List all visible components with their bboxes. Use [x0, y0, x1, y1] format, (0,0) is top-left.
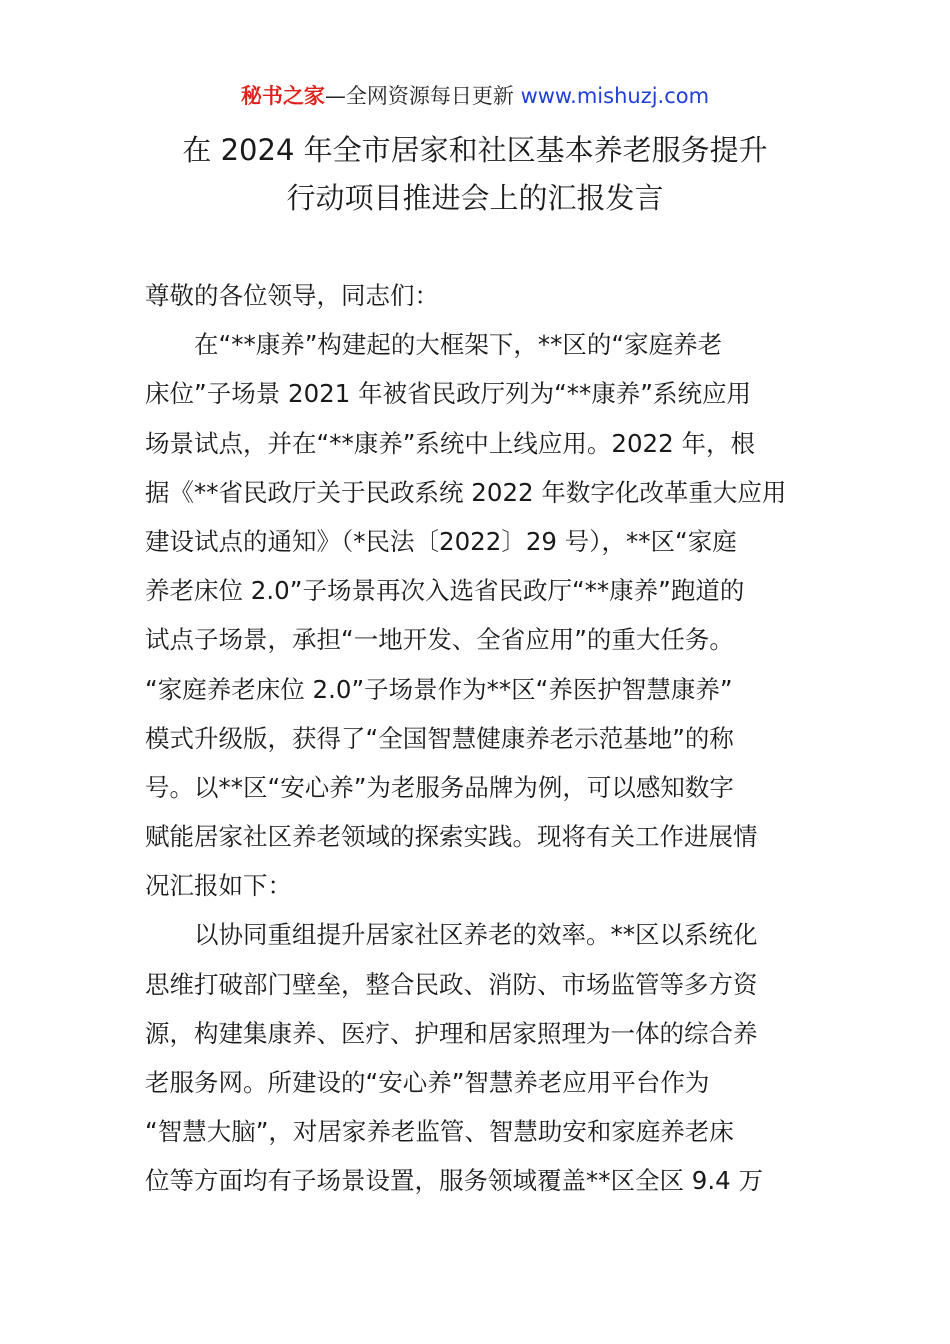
- body-line: “家庭养老床位 2.0”子场景作为**区“养医护智慧康养”: [145, 674, 733, 704]
- body-line: 老服务网。所建设的“安心养”智慧养老应用平台作为: [145, 1068, 710, 1097]
- salutation-line: 尊敬的各位领导，同志们：: [145, 281, 439, 310]
- body-line: 场景试点，并在“**康养”系统中上线应用。2022 年，根: [145, 428, 756, 458]
- body-line: 位等方面均有子场景设置，服务领域覆盖**区全区 9.4 万: [145, 1166, 764, 1196]
- brand-name: 秘书之家: [240, 84, 325, 108]
- body-line: “智慧大脑”，对居家养老监管、智慧助安和家庭养老床: [145, 1117, 734, 1147]
- body-line: 床位”子场景 2021 年被省民政厅列为“**康养”系统应用: [145, 379, 752, 409]
- header-tagline: —全网资源每日更新: [324, 84, 521, 108]
- title-line-2: 行动项目推进会上的汇报发言: [286, 181, 664, 215]
- title-line-1: 在 2024 年全市居家和社区基本养老服务提升: [182, 133, 768, 167]
- document-title: [0, 126, 950, 222]
- body-line: 据《**省民政厅关于民政系统 2022 年数字化改革重大应用: [145, 477, 787, 507]
- body-line: 号。以**区“安心养”为老服务品牌为例，可以感知数字: [145, 772, 734, 802]
- body-line: 思维打破部门壁垒，整合民政、消防、市场监管等多方资: [145, 969, 758, 999]
- body-line: 以协同重组提升居家社区养老的效率。**区以系统化: [145, 920, 758, 950]
- site-header: [0, 80, 950, 112]
- body-line: 赋能居家社区养老领域的探索实践。现将有关工作进展情: [145, 822, 758, 852]
- body-line: 建设试点的通知》（*民法〔2022〕29 号），**区“家庭: [145, 526, 737, 556]
- body-line: 源，构建集康养、医疗、护理和居家照理为一体的综合养: [145, 1018, 758, 1048]
- document-body: [145, 271, 807, 1206]
- site-url-link[interactable]: www.mishuzj.com: [520, 84, 710, 108]
- body-line: 模式升级版，获得了“全国智慧健康养老示范基地”的称: [145, 723, 734, 753]
- body-line: 在“**康养”构建起的大框架下，**区的“家庭养老: [145, 330, 723, 360]
- body-line: 况汇报如下：: [145, 871, 292, 901]
- body-line: 养老床位 2.0”子场景再次入选省民政厅“**康养”跑道的: [145, 576, 745, 606]
- body-line: 试点子场景，承担“一地开发、全省应用”的重大任务。: [145, 625, 734, 655]
